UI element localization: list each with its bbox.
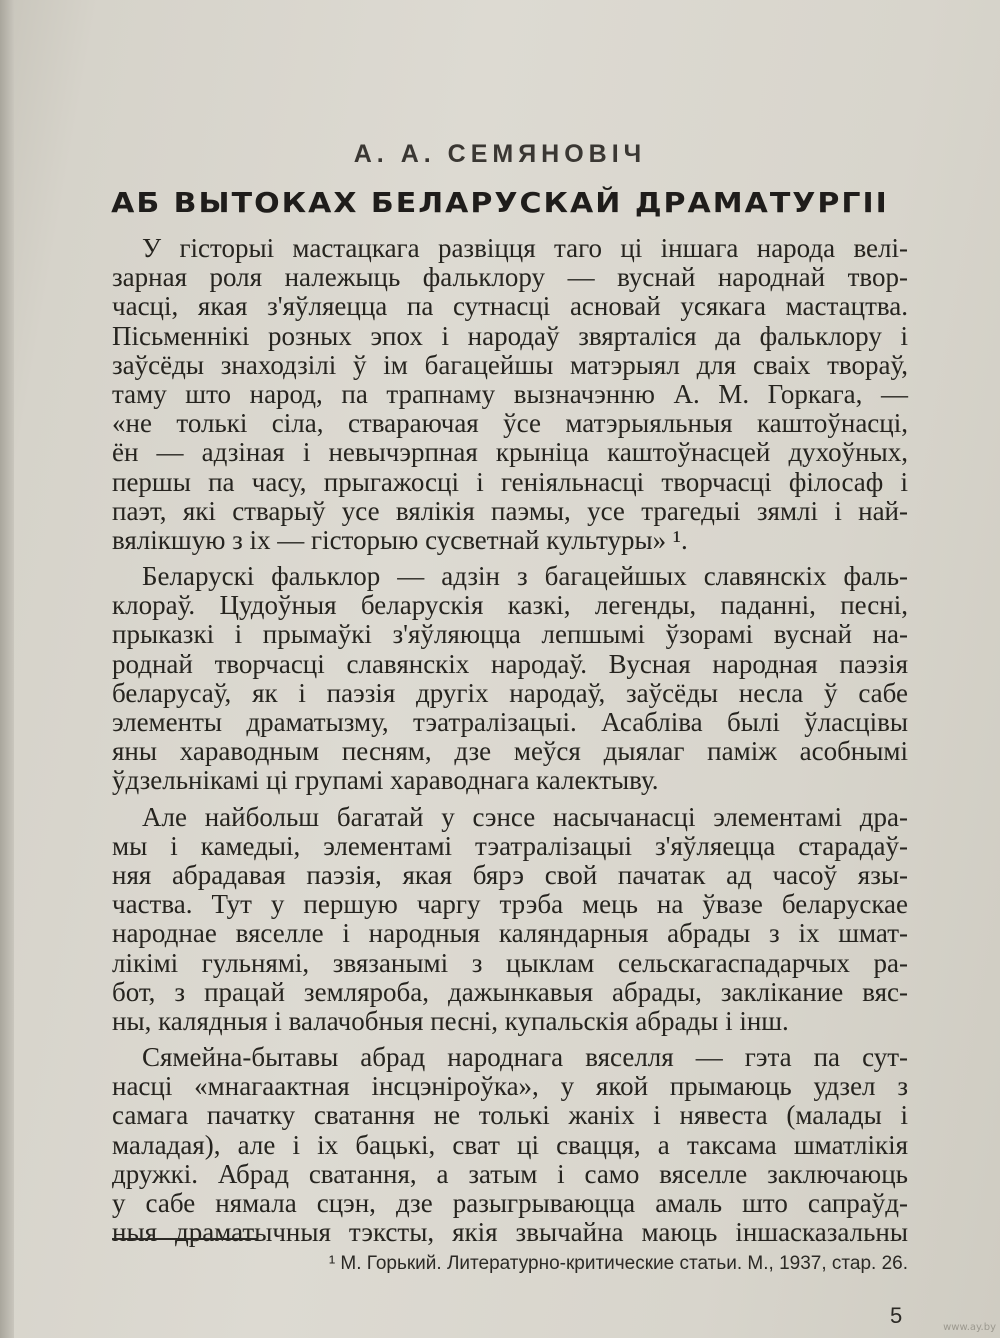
text-line: прыказкі і прымаўкі з'яўляюцца лепшымі ўзорамі вуснай на-	[112, 619, 908, 650]
text-line: мы і камедыі, элементамі тэатралізацыі з'яўляецца старадаў-	[112, 830, 908, 861]
paragraph	[112, 803, 908, 1037]
text-line: насці «мнагаактная інсцэніроўка», у якой прымаюць удзел з	[112, 1071, 908, 1102]
text-line: дружкі. Абрад сватання, а затым і само вяселле заключаюць	[112, 1158, 908, 1189]
text-line: роднай творчасці славянскіх народаў. Вусная народная паэзія	[112, 648, 908, 679]
text-line: «не толькі сіла, ствараючая ўсе матэрыяльныя каштоўнасці,	[112, 408, 908, 439]
text-line: таму што народ, па трапнаму вызначэнню А. М. Горкага, —	[112, 378, 908, 409]
watermark: www.ay.by	[943, 1322, 996, 1333]
text-line: Сямейна-бытавы абрад народнага вяселля — гэта па сут-	[142, 1042, 908, 1073]
text-line: зарная роля належыць фальклору — вуснай народнай твор-	[112, 262, 908, 293]
text-line: бот, з працай земляроба, дажынкавыя абрады, заклікание вяс-	[112, 976, 908, 1007]
text-line: Пісьменнікі розных эпох і народаў звярталіся да фальклору і	[112, 320, 908, 351]
footnote: ¹ М. Горький. Литературно-критические статьи. М., 1937, стар. 26.	[328, 1253, 908, 1274]
text-line: У гісторыі мастацкага развіцця таго ці іншага народа велі-	[142, 233, 908, 263]
text-line: народнае вяселле і народныя каляндарныя абрады з іх шмат-	[112, 918, 908, 949]
text-line: ны, калядныя і валачобныя песні, купальскія абрады і інш.	[112, 1005, 789, 1036]
text-line: Але найбольш багатай у сэнсе насычанасці элементамі дра-	[142, 801, 908, 832]
text-line: элементы драматызму, тэатралізацыі. Асабліва былі ўласцівы	[112, 707, 908, 737]
text-line: вялікшую з іх — гісторыю сусветнай культуры» ¹.	[112, 524, 688, 555]
article-title: АБ ВЫТОКАХ БЕЛАРУСКАЙ ДРАМАТУРГІІ	[111, 187, 889, 220]
text-line: у сабе нямала сцэн, дзе разыгрываюцца амаль што сапраўд-	[112, 1188, 908, 1218]
text-line: клораў. Цудоўныя беларускія казкі, легенды, паданні, песні,	[112, 590, 908, 621]
paragraph	[112, 1043, 908, 1247]
text-line: маладая), але і іх бацькі, сват ці свацця, а таксама шматлікія	[112, 1129, 908, 1160]
author-name: А. А. СЕМЯНОВІЧ	[353, 140, 647, 168]
page-number: 5	[890, 1303, 903, 1328]
text-line: першы па часу, прыгажосці і геніяльнасці творчасці філосаф і	[112, 466, 908, 497]
text-line: ён — адзіная і невычэрпная крыніца каштоўнасцей духоўных,	[112, 437, 908, 468]
article-body	[112, 234, 908, 1247]
text-line: ныя драматычныя тэксты, якія звычайна маюць іншасказальны	[112, 1217, 908, 1248]
text-line: беларусаў, як і паэзія другіх народаў, заўсёды несла ў сабе	[112, 677, 908, 708]
text-line: яны хараводным песням, дзе меўся дыялаг паміж асобнымі	[112, 736, 908, 767]
text-line: часці, якая з'яўляецца па сутнасці асновай усякага мастацтва.	[112, 291, 908, 322]
paragraph	[112, 234, 908, 555]
text-line: заўсёды знаходзілі ў ім багацейшы матэрыял для сваіх твораў,	[112, 349, 908, 380]
text-line: няя абрадавая паэзія, якая бярэ свой пачатак ад часоў язы-	[112, 859, 908, 890]
text-line: паэт, які стварыў усе вялікія паэмы, усе трагедыі зямлі і най-	[112, 495, 908, 526]
footnote-divider	[112, 1238, 257, 1240]
text-line: самага пачатку сватання не толькі жаніх і нявеста (малады і	[112, 1100, 908, 1131]
text-line: ўдзельнікамі ці групамі хараводнага калектыву.	[112, 765, 659, 796]
text-line: частва. Тут у першую чаргу трэба мець на ўвазе беларускае	[112, 889, 908, 920]
text-line: лікімі гульнямі, звязанымі з цыклам сельскагаспадарчых ра-	[112, 947, 908, 978]
text-line: Беларускі фальклор — адзін з багацейшых славянскіх фаль-	[142, 561, 908, 592]
paragraph	[112, 562, 908, 796]
